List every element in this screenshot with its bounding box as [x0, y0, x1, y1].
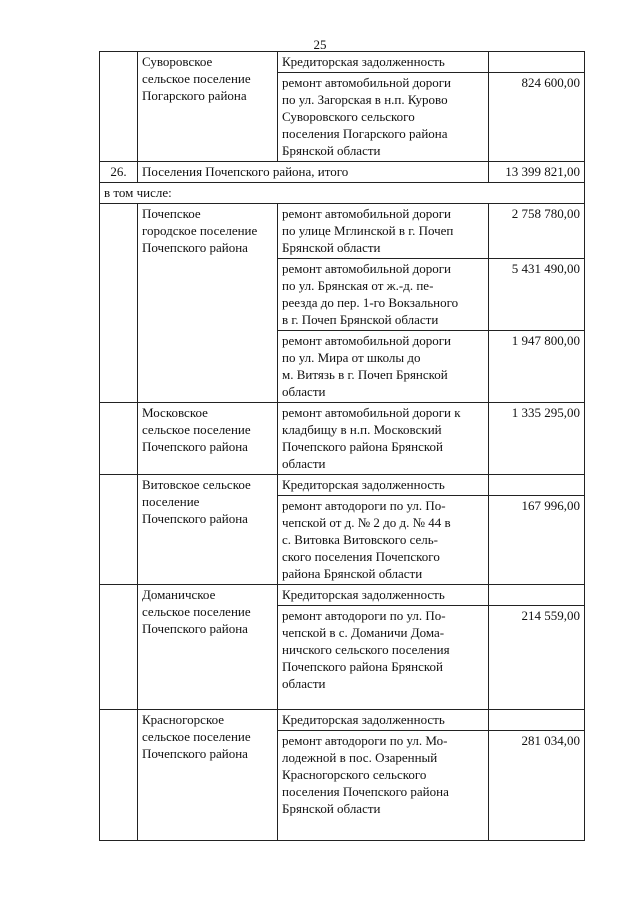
sum-cell: 167 996,00: [489, 496, 585, 585]
sum-cell: 824 600,00: [489, 73, 585, 162]
repair-description: ремонт автодороги по ул. По- чепской в с. Доманичи Дома- ничского сельского поселения Почепского района Брянской области: [278, 606, 489, 710]
repair-description: ремонт автодороги по ул. По- чепской от д. № 2 до д. № 44 в с. Витовка Витовского сель- ского поселения Почепского района Брянской области: [278, 496, 489, 585]
sum-cell: [489, 475, 585, 496]
table-row: [100, 204, 585, 259]
including-label: в том числе:: [100, 183, 585, 204]
page-number: 25: [313, 37, 327, 52]
table-row: [100, 52, 585, 73]
sum-cell: 214 559,00: [489, 606, 585, 710]
sum-cell: [489, 52, 585, 73]
settlement-name: Московское сельское поселение Почепского района: [138, 403, 278, 475]
number-cell: [100, 475, 138, 585]
repair-description: ремонт автомобильной дороги по ул. Загорская в н.п. Курово Суворовского сельского поселения Погарского района Брянской области: [278, 73, 489, 162]
number-cell: [100, 585, 138, 710]
sum-cell: [489, 710, 585, 731]
table-row: [100, 403, 585, 475]
sum-cell: 5 431 490,00: [489, 259, 585, 331]
sum-cell: 1 335 295,00: [489, 403, 585, 475]
settlement-name: Суворовское сельское поселение Погарского района: [138, 52, 278, 162]
settlement-name: Красногорское сельское поселение Почепского района: [138, 710, 278, 841]
number-cell: [100, 204, 138, 403]
repair-description: ремонт автомобильной дороги по ул. Брянская от ж.-д. пе- реезда до пер. 1-го Вокзального в г. Почеп Брянской области: [278, 259, 489, 331]
creditor-label: Кредиторская задолженность: [278, 585, 489, 606]
sum-cell: 2 758 780,00: [489, 204, 585, 259]
number-cell: [100, 403, 138, 475]
sum-cell: 281 034,00: [489, 731, 585, 841]
creditor-label: Кредиторская задолженность: [278, 52, 489, 73]
repair-description: ремонт автомобильной дороги к кладбищу в н.п. Московский Почепского района Брянской области: [278, 403, 489, 475]
sum-cell: [489, 585, 585, 606]
section-total-row: [100, 162, 585, 183]
section-number: 26.: [100, 162, 138, 183]
creditor-label: Кредиторская задолженность: [278, 710, 489, 731]
number-cell: [100, 710, 138, 841]
section-title: Поселения Почепского района, итого: [138, 162, 489, 183]
budget-table: [99, 51, 585, 841]
section-total: 13 399 821,00: [489, 162, 585, 183]
table-row: [100, 585, 585, 606]
table-row: [100, 710, 585, 731]
repair-description: ремонт автомобильной дороги по улице Мглинской в г. Почеп Брянской области: [278, 204, 489, 259]
settlement-name: Доманичское сельское поселение Почепского района: [138, 585, 278, 710]
settlement-name: Почепское городское поселение Почепского района: [138, 204, 278, 403]
creditor-label: Кредиторская задолженность: [278, 475, 489, 496]
table-row: [100, 475, 585, 496]
number-cell: [100, 52, 138, 162]
settlement-name: Витовское сельское поселение Почепского района: [138, 475, 278, 585]
sum-cell: 1 947 800,00: [489, 331, 585, 403]
repair-description: ремонт автомобильной дороги по ул. Мира от школы до м. Витязь в г. Почеп Брянской области: [278, 331, 489, 403]
including-row: [100, 183, 585, 204]
repair-description: ремонт автодороги по ул. Мо- лодежной в пос. Озаренный Красногорского сельского поселения Почепского района Брянской области: [278, 731, 489, 841]
